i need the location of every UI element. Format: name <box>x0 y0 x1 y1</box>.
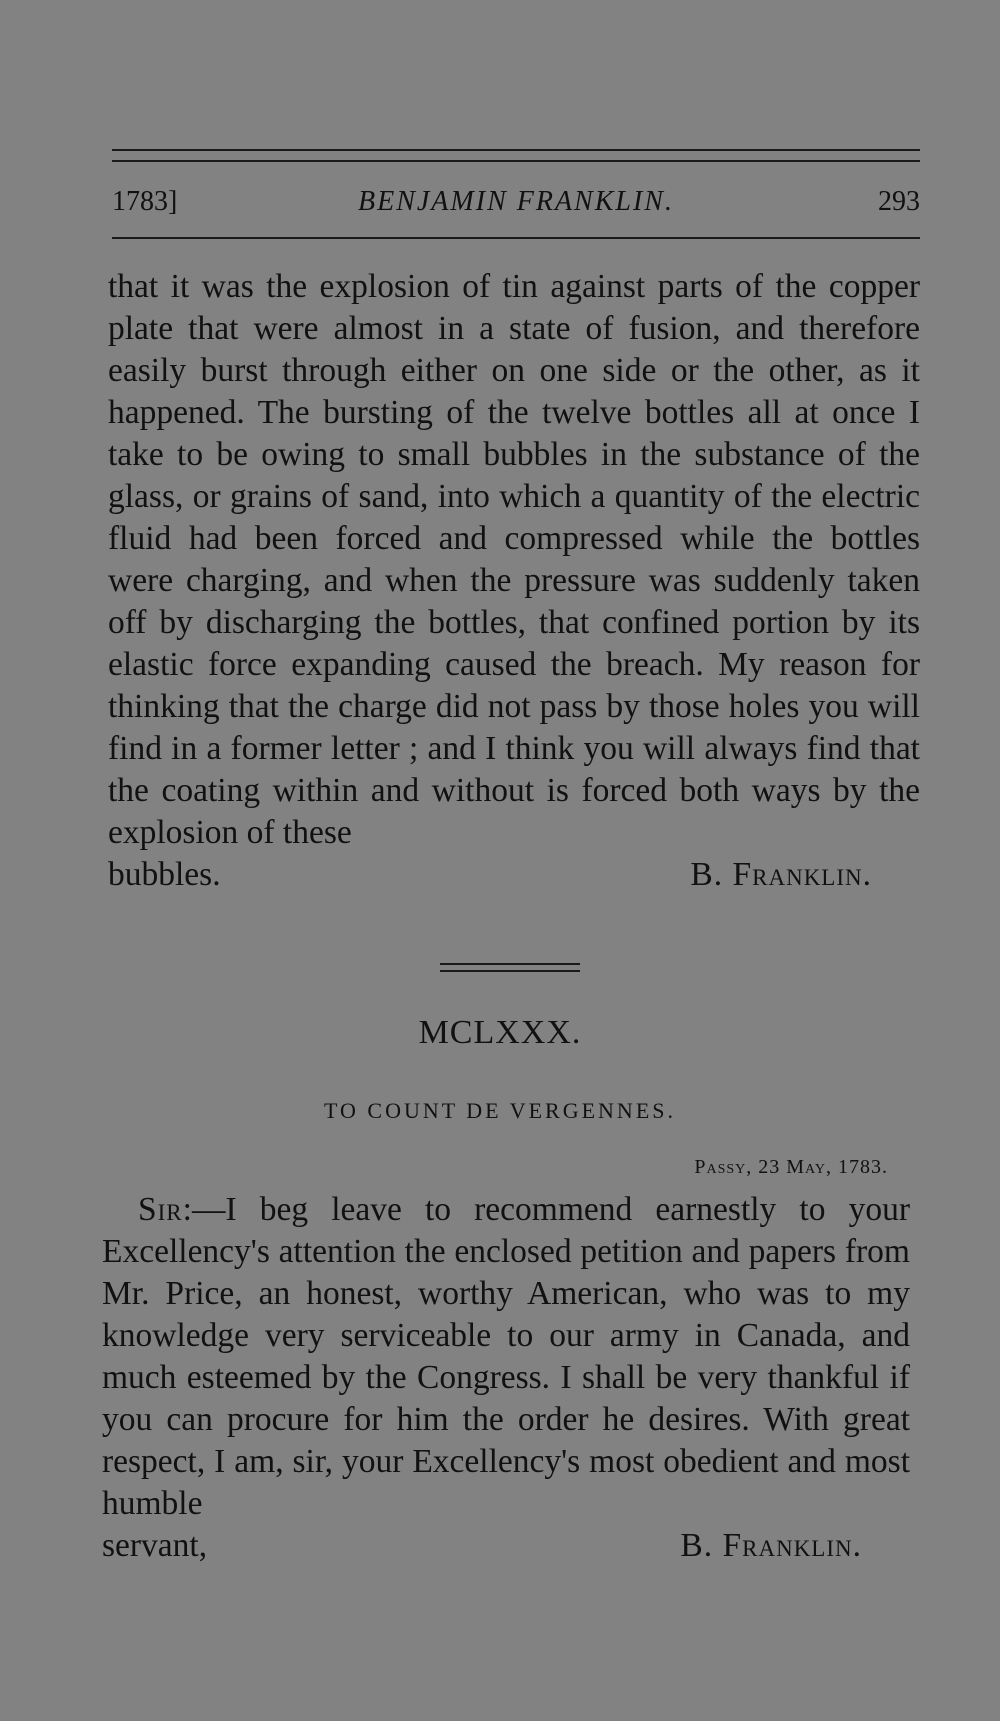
header-year: 1783] <box>112 186 178 217</box>
letter-dateline: Passy, 23 May, 1783. <box>694 1156 888 1178</box>
closing-word: bubbles. <box>108 856 221 893</box>
letter-paragraph <box>102 1189 910 1525</box>
closing-word: servant, <box>102 1527 208 1564</box>
header-bottom-rule <box>112 237 920 239</box>
letter-number-heading: MCLXXX. <box>418 1014 582 1051</box>
letter-closing <box>102 1525 910 1567</box>
salutation: Sir <box>138 1191 183 1228</box>
section-divider-second <box>440 970 580 972</box>
page-number: 293 <box>878 186 920 217</box>
running-title: BENJAMIN FRANKLIN. <box>358 186 674 217</box>
header-top-rule-second <box>112 160 920 162</box>
signature: B. Franklin. <box>680 1527 862 1564</box>
letter-continuation-closing <box>108 854 920 896</box>
signature: B. Franklin. <box>690 856 872 893</box>
running-header <box>112 186 920 226</box>
letter-paragraph-text: :—I beg leave to recommend earnestly to your Excellency's attention the enclosed petition and papers from Mr. Price, an honest, worthy American, who was to my knowledge very serviceable to our army in Canada, and much esteemed by the Congress. I shall be very thankful if you can procure for him the order he desires. With great respect, I am, sir, your Excellency's most obedient and most humble <box>102 1191 910 1522</box>
header-top-rule <box>112 149 920 151</box>
letter-continuation-body: that it was the explosion of tin against parts of the copper plate that were almost in a state of fusion, and therefore easily burst through either on one side or the other, as it happened. The bursting of the twelve bottles all at once I take to be owing to small bubbles in the substance of the glass, or grains of sand, into which a quantity of the electric fluid had been forced and compressed while the bottles were charging, and when the pressure was suddenly taken off by discharging the bottles, that confined portion by its elastic force expanding caused the breach. My reason for thinking that the charge did not pass by those holes you will find in a former letter ; and I think you will always find that the coating within and without is forced both ways by the explosion of these <box>108 268 920 851</box>
letter-body <box>102 1189 910 1567</box>
section-divider <box>440 963 580 965</box>
letter-continuation <box>108 266 920 896</box>
letter-addressee: TO COUNT DE VERGENNES. <box>323 1098 676 1123</box>
